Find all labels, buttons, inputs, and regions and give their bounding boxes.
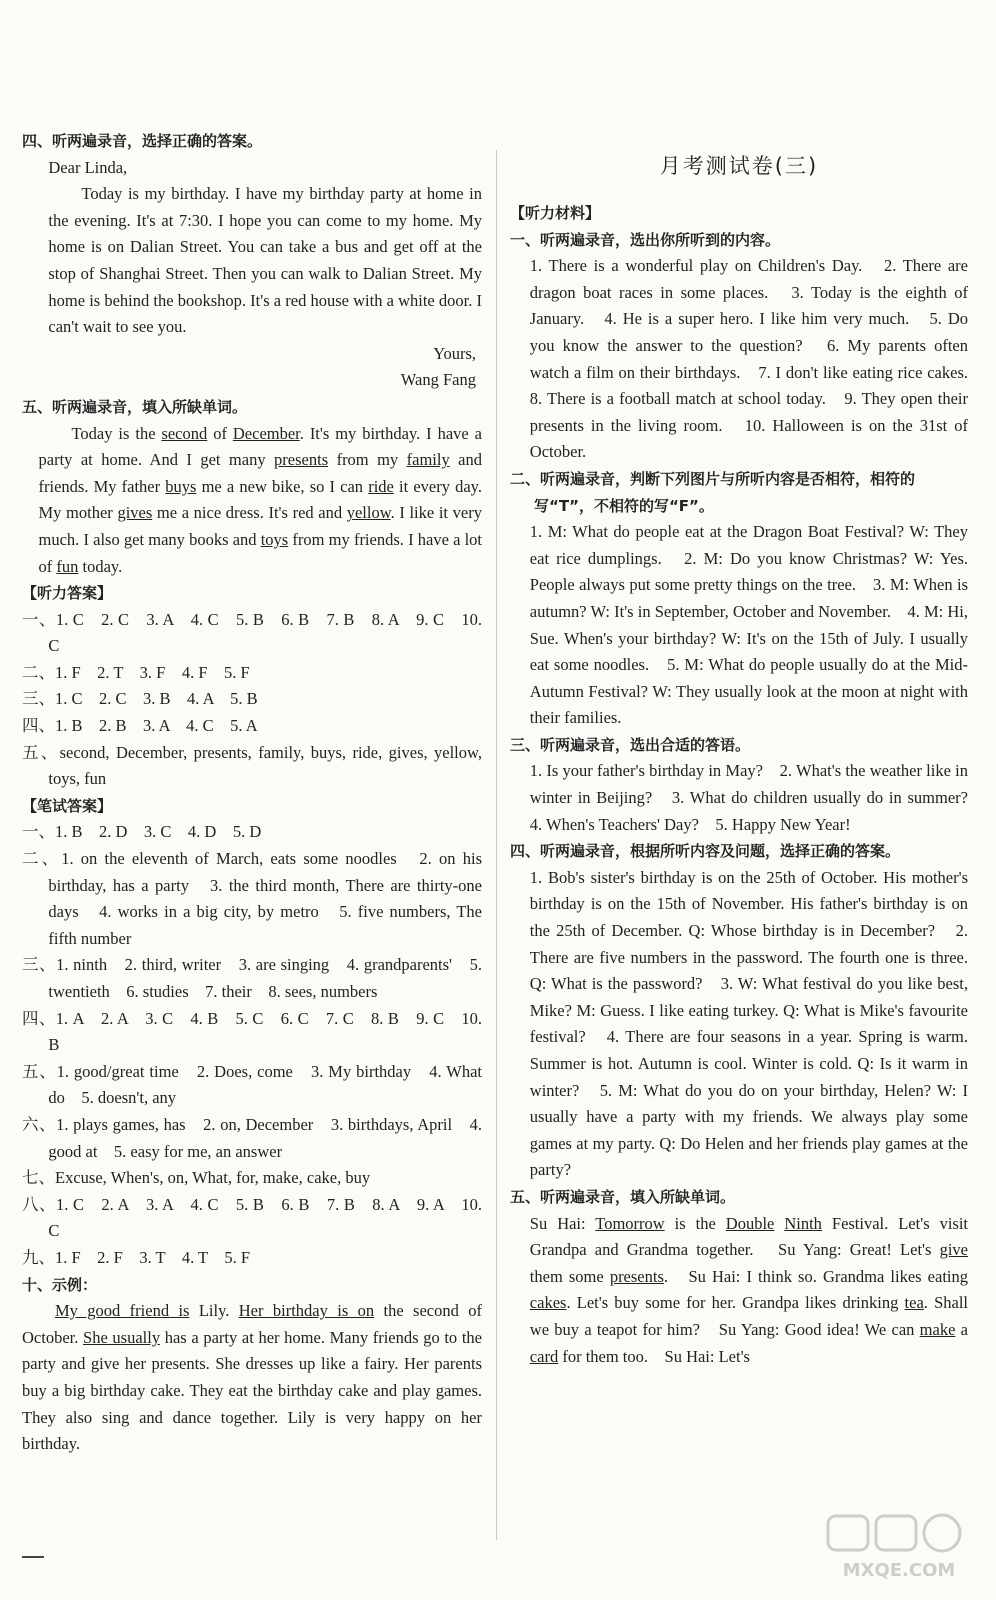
text: is the bbox=[664, 1213, 726, 1233]
text: today. bbox=[78, 556, 123, 576]
answer-word: gives bbox=[117, 503, 153, 523]
watermark-text: MXQE.COM bbox=[842, 1560, 956, 1581]
answer-line: 四、1. B 2. B 3. A 4. C 5. A bbox=[22, 716, 258, 736]
r-section-4-heading: 四、听两遍录音，根据所听内容及问题，选择正确的答案。 bbox=[510, 842, 901, 861]
text: Lily. bbox=[189, 1301, 239, 1321]
answer-word: Tomorrow bbox=[595, 1213, 665, 1233]
text: from my bbox=[328, 450, 407, 470]
text: . I like it very much. I also get many books and bbox=[38, 503, 482, 549]
answer-word: presents bbox=[274, 450, 329, 470]
underlined-phrase: Her birthday is on bbox=[238, 1301, 375, 1321]
test-title: 月考测试卷(三) bbox=[659, 154, 819, 178]
answer-line: 三、1. ninth 2. third, writer 3. are singing 4. grandparents' 5. twentieth 6. studies 7. their 8. sees, numbers bbox=[22, 955, 482, 1001]
answer-word: December bbox=[232, 423, 300, 443]
text: it every day. My mother bbox=[38, 476, 482, 523]
answer-word: cakes bbox=[529, 1293, 567, 1313]
answer-line: 二、1. F 2. T 3. F 4. F 5. F bbox=[22, 662, 250, 682]
answer-word: presents bbox=[609, 1266, 664, 1286]
sample-essay bbox=[22, 1298, 482, 1458]
answer-word: ride bbox=[368, 476, 394, 496]
left-column bbox=[22, 128, 482, 1458]
r-section-5-heading: 五、听两遍录音，填入所缺单词。 bbox=[510, 1187, 736, 1206]
underlined-phrase: She usually bbox=[83, 1327, 161, 1347]
letter-signature: Wang Fang bbox=[400, 370, 476, 390]
answer-word: yellow bbox=[346, 503, 391, 523]
answer-line: 一、1. B 2. D 3. C 4. D 5. D bbox=[22, 822, 262, 842]
listening-answers-heading: 【听力答案】 bbox=[22, 584, 113, 603]
answer-word: Ninth bbox=[784, 1213, 822, 1233]
text: a bbox=[955, 1319, 968, 1339]
text: Today is the bbox=[71, 423, 162, 443]
text bbox=[774, 1214, 784, 1233]
text: of bbox=[207, 423, 233, 443]
section-5-heading: 五、听两遍录音，填入所缺单词。 bbox=[22, 397, 248, 416]
answer-line: 二、1. on the eleventh of March, eats some noodles 2. on his birthday, has a party 3. the third month, There are thirty-one days 4. works in a big city, by metro 5. five numbers, The fifth number bbox=[22, 849, 482, 948]
text: me a nice dress. It's red and bbox=[152, 503, 347, 523]
text: for them too. Su Hai: Let's bbox=[558, 1346, 750, 1366]
answer-word: family bbox=[406, 450, 450, 470]
letter-close: Yours, bbox=[433, 343, 476, 363]
r-section-4-body: 1. Bob's sister's birthday is on the 25th of October. His mother's birthday is on the 15th of November. His father's birthday is on the 25th of December. Q: Whose birthday is in December? 2. There are five numbers in the password. The fourth one is three. Q: What is the password? 3. W: What festival do you like best, Mike? M: Guess. I like eating turkey. Q: What is Mike's favourite festival? 4. There are four seasons in a year. Spring is warm. Summer is hot. Autumn is cool. Winter is cold. Q: Is it warm in winter? 5. M: What do you do on your birthday, Helen? W: I usually have a party with my friends. We always play some games at my party. Q: Do Helen and her friends play games at the party? bbox=[529, 867, 968, 1180]
answer-word: tea bbox=[904, 1293, 924, 1313]
answer-word: card bbox=[529, 1346, 559, 1366]
answer-word: buys bbox=[165, 476, 197, 496]
r-section-3-body: 1. Is your father's birthday in May? 2. What's the weather like in winter in Beijing? 3. What do children usually do in summer? 4. When's Teachers' Day? 5. Happy New Year! bbox=[529, 761, 985, 834]
text: me a new bike, so I can bbox=[196, 476, 369, 496]
r-section-5-body bbox=[510, 1211, 968, 1371]
letter-greeting: Dear Linda, bbox=[48, 157, 128, 177]
answer-line: 七、Excuse, When's, on, What, for, make, cake, buy bbox=[22, 1168, 371, 1188]
text: from my friends. I have a lot of bbox=[38, 529, 483, 576]
text: . Let's buy some for her. Grandpa likes drinking bbox=[566, 1293, 905, 1313]
column-divider bbox=[496, 150, 497, 1540]
text: the second of October. bbox=[22, 1301, 482, 1347]
answer-line: 三、1. C 2. C 3. B 4. A 5. B bbox=[22, 689, 258, 709]
underlined-phrase: My good friend is bbox=[55, 1301, 190, 1321]
right-column bbox=[510, 128, 985, 1370]
text: . Su Hai: I think so. Grandma likes eating bbox=[663, 1266, 968, 1286]
r-section-2-heading: 二、听两遍录音，判断下列图片与所听内容是否相符，相符的写“T”，不相符的写“F”。 bbox=[510, 469, 916, 515]
text: Festival. Let's visit Grandpa and Grandma together. Su Yang: Great! Let's bbox=[529, 1213, 968, 1260]
answer-word: toys bbox=[260, 529, 289, 549]
answer-word: make bbox=[919, 1319, 956, 1339]
text: Su Hai: bbox=[529, 1213, 596, 1233]
written-answers-heading: 【笔试答案】 bbox=[22, 796, 113, 815]
answer-line: 八、1. C 2. A 3. A 4. C 5. B 6. B 7. B 8. A 9. A 10. C bbox=[22, 1194, 482, 1241]
text: and friends. My father bbox=[38, 450, 482, 496]
answer-word: second bbox=[161, 423, 208, 443]
listening-material-heading: 【听力材料】 bbox=[510, 204, 601, 222]
answer-line: 九、1. F 2. F 3. T 4. T 5. F bbox=[22, 1247, 250, 1267]
letter-body: Today is my birthday. I have my birthday party at home in the evening. It's at 7:30. I hope you can come to my home. My home is on Dalian Street. You can take a bus and get off at the stop of Shanghai Street. Then you can walk to Dalian Street. My home is behind the bookshop. It's a red house with a white door. I can't wait to see you. bbox=[48, 184, 482, 337]
section-10-heading: 十、示例： bbox=[22, 1275, 98, 1294]
answer-line: 六、1. plays games, has 2. on, December 3. birthdays, April 4. good at 5. easy for me, an answer bbox=[22, 1114, 482, 1161]
footer-rule bbox=[22, 1556, 44, 1558]
answer-word: fun bbox=[56, 556, 79, 576]
section-4-heading: 四、听两遍录音，选择正确的答案。 bbox=[22, 132, 263, 150]
answer-line: 四、1. A 2. A 3. C 4. B 5. C 6. C 7. C 8. B 9. C 10. B bbox=[22, 1008, 482, 1055]
r-section-3-heading: 三、听两遍录音，选出合适的答语。 bbox=[510, 735, 751, 754]
answer-line: 五、1. good/great time 2. Does, come 3. My birthday 4. What do 5. doesn't, any bbox=[22, 1061, 482, 1108]
text: . It's my birthday. I have a party at home. And I get many bbox=[38, 423, 483, 470]
r-section-2-body: 1. M: What do people eat at the Dragon Boat Festival? W: They eat rice dumplings. 2. M: Do you know Christmas? W: Yes. People always put some pretty things on the tree. 3. M: When is autumn? W: It's in September, October and November. 4. M: Hi, Sue. When's your birthday? W: It's on the 15th of July. I usually eat some noodles. 5. M: What do people usually do at the Mid-Autumn Festival? W: They usually look at the moon at night with their families. bbox=[529, 522, 968, 728]
text: has a party at her home. Many friends go to the party and give her presents. She dresses up like a fairy. Her parents buy a big birthday cake. They eat the birthday cake and play games. They also sing and dance together. Lily is very happy on her birthday. bbox=[22, 1327, 482, 1454]
r-section-1-body: 1. There is a wonderful play on Children's Day. 2. There are dragon boat races in some places. 3. Today is the eighth of January. 4. He is a super hero. I like him very much. 5. Do you know the answer to the question? 6. My parents often watch a film on their birthdays. 7. I don't like eating rice cakes. 8. There is a football match at school today. 9. They open their presents in the living room. 10. Halloween is on the 31st of October. bbox=[529, 256, 985, 462]
answer-line: 一、1. C 2. C 3. A 4. C 5. B 6. B 7. B 8. A 9. C 10. C bbox=[22, 609, 482, 656]
answer-word: Double bbox=[725, 1213, 775, 1233]
text: . Shall we buy a teapot for him? Su Yang: Good idea! We can bbox=[529, 1293, 969, 1339]
answer-word: give bbox=[939, 1240, 968, 1260]
r-section-1-heading: 一、听两遍录音，选出你所听到的内容。 bbox=[510, 230, 781, 249]
fill-in-passage bbox=[22, 421, 482, 581]
watermark-logo bbox=[824, 1512, 974, 1582]
text: them some bbox=[529, 1266, 610, 1286]
answer-line: 五、second, December, presents, family, buys, ride, gives, yellow, toys, fun bbox=[22, 742, 482, 789]
